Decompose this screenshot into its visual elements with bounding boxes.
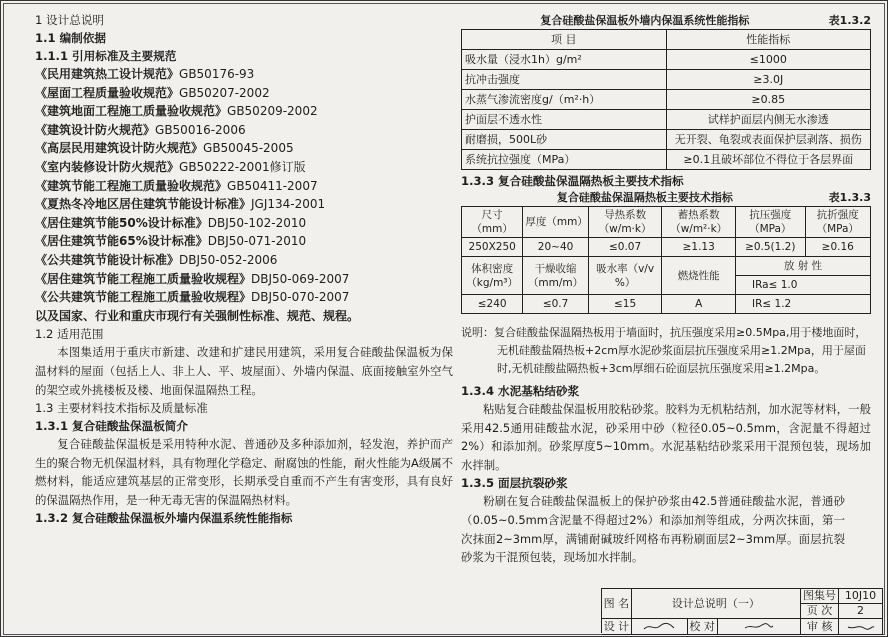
table2-caption: 复合硅酸盐保温隔热板主要技术指标 (556, 191, 733, 204)
standard-code: GB50016-2006 (155, 122, 246, 137)
standard-code: GB50222-2001修订版 (179, 159, 306, 174)
table-header-cell: 燃烧性能 (662, 257, 736, 295)
table-note (461, 324, 871, 378)
table-cell: 无开裂、龟裂或表面保护层剥落、损伤 (666, 130, 871, 150)
table-cell: IR≤ 1.2 (736, 295, 871, 314)
standard-name: 《夏热冬冷地区居住建筑节能设计标准》 (35, 197, 252, 212)
table-header-cell: 抗压强度（MPa） (736, 207, 806, 238)
standard-item (35, 288, 453, 307)
table-row (462, 150, 871, 170)
table-header-cell: 体积密度（kg/m³） (462, 257, 523, 295)
title-block (601, 588, 883, 633)
table-cell: 20~40 (523, 238, 588, 257)
table-cell: 250X250 (462, 238, 523, 257)
page-number: 2 (839, 604, 883, 618)
table1-caption-row (461, 13, 871, 29)
board-specs-table (461, 206, 871, 314)
standard-name: 《室内装修设计防火规范》 (35, 159, 180, 174)
standard-item (35, 65, 453, 84)
table-row (462, 50, 871, 70)
heading-design-notes: 1 设计总说明 (35, 13, 105, 27)
table-cell: ≤1000 (666, 50, 871, 70)
table-header-cell: 导热系数（w/m·k） (588, 207, 662, 238)
right-column (461, 13, 871, 567)
scope-paragraph: 本图集适用于重庆市新建、改建和扩建民用建筑，采用复合硅酸盐保温板为保温材料的屋面（包括上人、非上人、平、坡屋面）、外墙内保温、底面接触室外空气的架空或外挑楼板及楼、地面保温隔热工程。 (35, 345, 453, 397)
title-block-row (602, 589, 883, 619)
standard-name: 《居住建筑节能65%设计标准》 (35, 234, 208, 249)
standard-name: 《建筑节能工程施工质量验收规范》 (35, 178, 228, 193)
table-header-cell: 性能指标 (666, 30, 871, 50)
table1-caption: 复合硅酸盐保温板外墙内保温系统性能指标 (540, 14, 750, 27)
heading-materials: 1.3 主要材料技术指标及质量标准 (35, 401, 208, 416)
table-header-cell: 蓄热系数（w/m²·k） (662, 207, 736, 238)
note-line: 时,无机硅酸盐隔热板+3cm厚细石砼面层抗压强度采用≥1.2Mpa。 (497, 362, 826, 375)
standard-name: 《建筑设计防火规范》 (35, 122, 156, 137)
crack-paragraph: 粉刷在复合硅酸盐保温板上的保护砂浆由42.5普通硅酸盐水泥，普通砂（0.05~0.5mm含泥量不得超过2%）和添加剂等组成，分两次抹面，第一次抹面2~3mm厚，满铺耐碱玻纤网格布再粉刷面层2~3mm厚。面层抗裂砂浆为干混预包装，现场加水拌制。 (461, 494, 845, 565)
table-row (462, 238, 871, 257)
standard-name: 《民用建筑热工设计规范》 (35, 67, 180, 81)
standard-code: GB50209-2002 (227, 104, 318, 119)
signature-row (602, 619, 883, 635)
table-row (462, 70, 871, 90)
table-cell: 系统抗拉强度（MPa） (462, 150, 667, 170)
standard-item (35, 84, 453, 103)
table-header-cell: 放 射 性 (736, 257, 871, 276)
table2-caption-row (461, 190, 871, 206)
table-cell: ≤0.7 (523, 295, 588, 314)
table-cell: 吸水量（浸水1h）g/m² (462, 50, 667, 70)
standard-item (35, 102, 453, 121)
standard-code: GB50176-93 (179, 67, 255, 81)
standards-tail: 以及国家、行业和重庆市现行有关强制性标准、规范、规程。 (35, 308, 360, 323)
heading-system-performance: 1.3.2 复合硅酸盐保温板外墙内保温系统性能指标 (35, 511, 293, 526)
table-row (462, 295, 871, 314)
heading-compile-basis: 1.1 编制依据 (35, 31, 106, 45)
page-label: 页 次 (801, 604, 839, 618)
table-cell: IRa≤ 1.0 (736, 276, 871, 295)
standard-name: 《居住建筑节能50%设计标准》 (35, 215, 208, 230)
table-cell: ≥0.85 (666, 90, 871, 110)
standard-name: 《建筑地面工程施工质量验收规范》 (35, 104, 228, 119)
table-header-row (462, 257, 871, 276)
heading-board-intro: 1.3.1 复合硅酸盐保温板简介 (35, 419, 188, 434)
table-cell: 抗冲击强度 (462, 70, 667, 90)
table-header-cell: 吸水率（v/v %） (588, 257, 662, 295)
intro-paragraph: 复合硅酸盐保温板是采用特种水泥、普通砂及多种添加剂，轻发泡，养护而产生的聚合物无机保温材料，具有物理化学稳定、耐腐蚀的性能，耐火性能为A级属不燃材料，能适应建筑基层的正常变形，长期承受自重而不产生有害变形，具有良好的保温隔热作用，是一种无毒无害的保温隔热材料。 (35, 437, 453, 507)
table-cell: A (662, 295, 736, 314)
standard-code: GB50207-2002 (179, 85, 270, 100)
system-performance-table (461, 29, 871, 170)
table-row (462, 130, 871, 150)
table-cell: ≥3.0J (666, 70, 871, 90)
table-cell: ≤0.07 (588, 238, 662, 257)
table-row (462, 110, 871, 130)
reviewer-label: 审 核 (801, 619, 839, 634)
table1-number: 表1.3.2 (828, 14, 871, 27)
standard-code: DBJ50-070-2007 (251, 290, 350, 305)
standard-code: DBJ50-052-2006 (179, 252, 278, 267)
table-cell: ≥0.5(1.2) (736, 238, 806, 257)
standard-item (35, 214, 453, 233)
standard-code: GB50045-2005 (203, 141, 294, 156)
standard-name: 《公共建筑节能工程施工质量验收规程》 (35, 290, 252, 305)
table-header-cell: 干燥收缩（mm/m） (523, 257, 588, 295)
table-cell: ≥0.1且破坏部位不得位于各层界面 (666, 150, 871, 170)
standards-list (35, 65, 453, 307)
standard-item (35, 232, 453, 251)
left-column (35, 11, 453, 527)
title-block-meta (801, 589, 883, 618)
table-cell: ≤15 (588, 295, 662, 314)
standard-item (35, 177, 453, 196)
table-header-cell: 项 目 (462, 30, 667, 50)
standard-item (35, 195, 453, 214)
designer-label: 设 计 (602, 619, 632, 634)
heading-scope: 1.2 适用范围 (35, 327, 104, 342)
heading-bonding-mortar: 1.3.4 水泥基粘结砂浆 (461, 384, 580, 398)
table-cell: 水蒸气渗流密度g/（m²·h） (462, 90, 667, 110)
standard-item (35, 270, 453, 289)
note-line: 说明：复合硅酸盐保温隔热板用于墙面时，抗压强度采用≥0.5Mpa,用于楼地面时， (461, 326, 867, 339)
standard-item (35, 139, 453, 158)
table-cell: ≤240 (462, 295, 523, 314)
table-cell: 耐磨损，500L砂 (462, 130, 667, 150)
standard-code: DBJ50-071-2010 (207, 234, 307, 249)
table-header-cell: 抗折强度（MPa） (805, 207, 870, 238)
table2-number: 表1.3.3 (828, 191, 871, 204)
bonding-paragraph: 粘贴复合硅酸盐保温板用胶粘砂浆。胶料为无机粘结剂，加水泥等材料，一般采用42.5通用硅酸盐水泥，砂采用中砂（粒径0.05~0.5mm，含泥量不得超过2%）和添加剂。砂浆厚度5~10mm。水泥基粘结砂浆采用干混预包装，现场加水拌制。 (461, 402, 871, 472)
standard-item (35, 158, 453, 177)
reviewer-signature (839, 619, 883, 634)
standard-code: DBJ50-069-2007 (251, 271, 350, 286)
note-line: 无机硅酸盐隔热板+2cm厚水泥砂浆面层抗压强度采用≥1.2Mpa，用于屋面 (497, 344, 866, 357)
checker-signature (718, 619, 802, 634)
table-cell: ≥1.13 (662, 238, 736, 257)
standard-code: GB50411-2007 (227, 178, 318, 193)
table-row (462, 90, 871, 110)
standard-item (35, 251, 453, 270)
standard-code: JGJ134-2001 (251, 197, 326, 212)
drawing-name-label: 图 名 (602, 589, 632, 618)
table-header-cell: 厚度（mm） (523, 207, 588, 238)
table-cell: 护面层不透水性 (462, 110, 667, 130)
drawing-title: 设计总说明（一） (632, 589, 801, 618)
heading-referenced-standards: 1.1.1 引用标准及主要规范 (35, 49, 177, 63)
standard-item (35, 121, 453, 140)
table-cell: 试样护面层内侧无水渗透 (666, 110, 871, 130)
standard-name: 《屋面工程质量验收规范》 (35, 85, 180, 100)
standard-name: 《高层民用建筑设计防火规范》 (35, 141, 204, 156)
heading-crack-mortar: 1.3.5 面层抗裂砂浆 (461, 476, 568, 491)
checker-label: 校 对 (688, 619, 718, 634)
table-header-row (462, 30, 871, 50)
designer-signature (632, 619, 688, 634)
standard-code: DBJ50-102-2010 (207, 215, 307, 230)
heading-board-specs: 1.3.3 复合硅酸盐保温隔热板主要技术指标 (461, 174, 684, 188)
table-cell: ≥0.16 (805, 238, 870, 257)
standard-name: 《居住建筑节能工程施工质量验收规程》 (35, 271, 252, 286)
atlas-number-label: 图集号 (801, 589, 839, 603)
table-header-cell: 尺寸（mm） (462, 207, 523, 238)
atlas-number: 10J10 (839, 589, 883, 603)
table-header-row (462, 207, 871, 238)
standard-name: 《公共建筑节能设计标准》 (35, 252, 180, 267)
